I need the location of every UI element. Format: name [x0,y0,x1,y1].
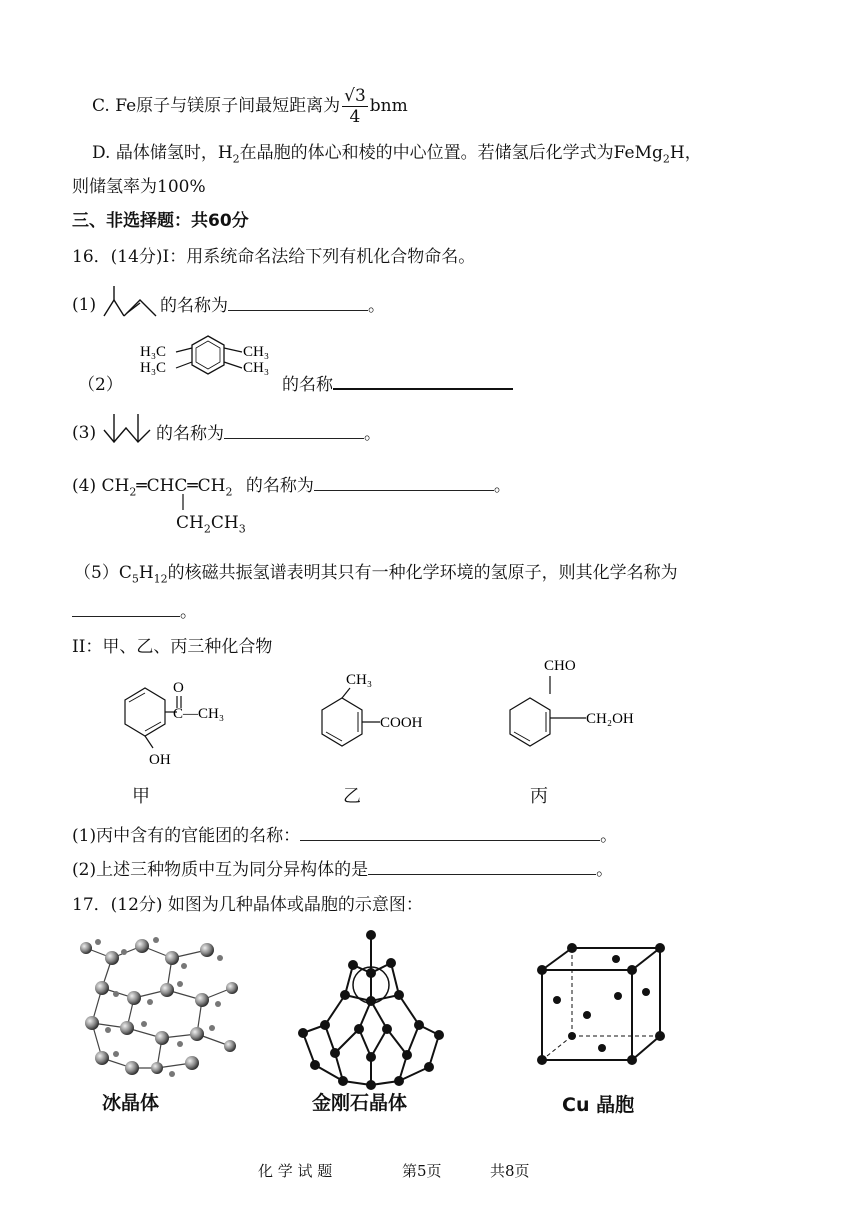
option-c-text: C. Fe原子与镁原子间最短距离为 [92,96,341,116]
q16-5-answer [72,600,197,623]
subscript: 12 [153,572,168,586]
answer-blank-5[interactable] [72,600,180,617]
question-16: 16．(14分)I：用系统命名法给下列有机化合物命名。 [72,247,476,267]
compound-yi [312,670,462,750]
q16-1-line [160,294,385,317]
q16-3-label: (3) [72,423,97,443]
answer-blank-ii-1[interactable] [300,824,600,841]
option-d-line2: 则储氢率为100% [72,177,206,197]
answer-blank-4[interactable] [314,474,494,491]
label-yi: 乙 [343,786,361,807]
section-title: 三、非选择题：共60分 [72,211,249,231]
period: 。 [364,424,381,444]
unit: bnm [369,96,408,116]
text: CH [176,513,204,533]
ice-crystal-figure [72,928,248,1088]
skeletal-formula-3 [100,410,160,450]
answer-blank-2[interactable] [333,372,513,390]
footer-total: 共8页 [490,1162,530,1180]
durene-ch3-1: CH₃ [243,344,270,360]
ii-question-1 [72,824,617,847]
subscript: 2 [662,152,670,166]
jia-oh: OH [149,752,171,768]
compound-jia [95,674,245,774]
text: 的核磁共振氢谱表明其只有一种化学环境的氢原子，则其化学名称为 [167,563,678,583]
question-17: 17．(12分) 如图为几种晶体或晶胞的示意图： [72,895,423,915]
formula-part: ═CHC═CH [136,476,226,496]
option-c [92,84,408,128]
fraction [342,86,368,127]
q16-4-branch [176,512,246,540]
fraction-numerator: √3 [344,86,366,106]
ice-caption: 冰晶体 [102,1092,160,1114]
subscript: 2 [225,485,233,499]
durene-h3c-2: H₃C [140,360,167,376]
period: 。 [368,296,385,316]
text: CH [210,513,239,533]
ii-question-2 [72,858,613,881]
subscript: 2 [129,485,137,499]
cu-unit-cell-figure [530,936,670,1076]
label-bing: 丙 [530,786,548,807]
bing-cho: CHO [544,658,576,674]
yi-ch3: CH₃ [346,672,373,688]
option-d [92,142,702,170]
compound-bing [506,654,666,754]
subscript: 3 [238,522,246,536]
text: H， [669,143,702,163]
subscript: 2 [203,522,211,536]
jia-o: O [173,680,184,696]
q16-2-line [282,372,513,396]
q16-5-line [74,562,678,590]
q16-2-label: （2） [78,375,123,395]
branch-bond [178,494,188,512]
text: H [138,563,154,583]
footer-subject: 化 学 试 题 [258,1162,333,1180]
period: 。 [596,860,614,880]
answer-blank-1[interactable] [228,294,368,311]
text: 的名称 [282,375,333,395]
answer-blank-3[interactable] [224,422,364,439]
diamond-caption: 金刚石晶体 [312,1092,408,1114]
text: 的名称为 [156,424,224,444]
period: 。 [180,602,197,622]
text: 的名称为 [160,296,228,316]
text: （5）C [74,563,132,583]
part-ii: II：甲、乙、丙三种化合物 [72,637,273,657]
durene-structure [138,330,283,390]
durene-h3c-1: H₃C [140,344,167,360]
bing-ch2oh: CH₂OH [586,711,634,727]
diamond-crystal-figure [295,925,445,1095]
q16-1-label: (1) [72,295,97,315]
answer-blank-ii-2[interactable] [368,858,596,875]
fraction-denominator: 4 [349,107,361,127]
text: D. 晶体储氢时，H [92,143,233,163]
text: (1)丙中含有的官能团的名称： [72,826,301,846]
formula-part: CH [101,476,130,496]
period: 。 [600,826,618,846]
skeletal-formula-1 [100,282,160,322]
period: 。 [493,476,511,496]
jia-ch3: C—CH₃ [173,706,225,722]
text: 在晶胞的体心和棱的中心位置。若储氢后化学式为FeMg [239,143,663,163]
q16-4-line [72,474,511,503]
durene-ch3-2: CH₃ [243,360,270,376]
label: (4) [72,476,97,496]
subscript: 5 [131,572,139,586]
cu-caption: Cu 晶胞 [562,1094,635,1116]
footer-page: 第5页 [402,1162,442,1180]
label-jia: 甲 [132,786,150,807]
subscript: 2 [232,152,240,166]
text: 的名称为 [245,476,314,496]
q16-3-line [156,422,381,445]
text: (2)上述三种物质中互为同分异构体的是 [72,860,369,880]
yi-cooh: COOH [380,715,423,731]
